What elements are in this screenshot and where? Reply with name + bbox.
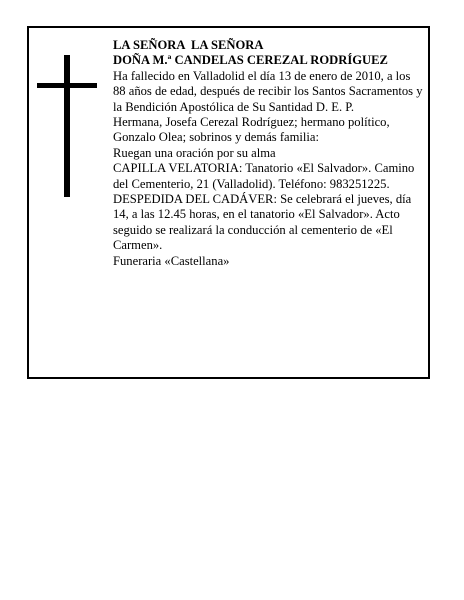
prayer-request: Ruegan una oración por su alma bbox=[113, 145, 276, 160]
wake-info: CAPILLA VELATORIA: Tanatorio «El Salvador». Camino del Cementerio, 21 (Valladolid). Teléfono: 983251225. bbox=[113, 161, 415, 191]
notice-header: LA SEÑORA LA SEÑORA bbox=[113, 38, 264, 52]
death-info: Ha fallecido en Valladolid el día 13 de enero de 2010, a los 88 años de edad, después de recibir los Santos Sacramentos y la Bendición Apostólica de Su Santidad D. E. P. bbox=[113, 68, 423, 114]
funeral-home: Funeraria «Castellana» bbox=[113, 253, 230, 268]
obituary-text-block bbox=[113, 38, 423, 269]
farewell-info: DESPEDIDA DEL CADÁVER: Se celebrará el jueves, día 14, a las 12.45 horas, en el tanatorio «El Salvador». Acto seguido se realizará la conducción al cementerio de «El Carmen». bbox=[113, 192, 412, 253]
cross-vertical-bar bbox=[64, 55, 70, 197]
family-list: Hermana, Josefa Cerezal Rodríguez; hermano político, Gonzalo Olea; sobrinos y demás familia: bbox=[113, 115, 390, 145]
deceased-name: DOÑA M.ª CANDELAS CEREZAL RODRÍGUEZ bbox=[113, 53, 388, 68]
cross-horizontal-bar bbox=[37, 83, 97, 88]
